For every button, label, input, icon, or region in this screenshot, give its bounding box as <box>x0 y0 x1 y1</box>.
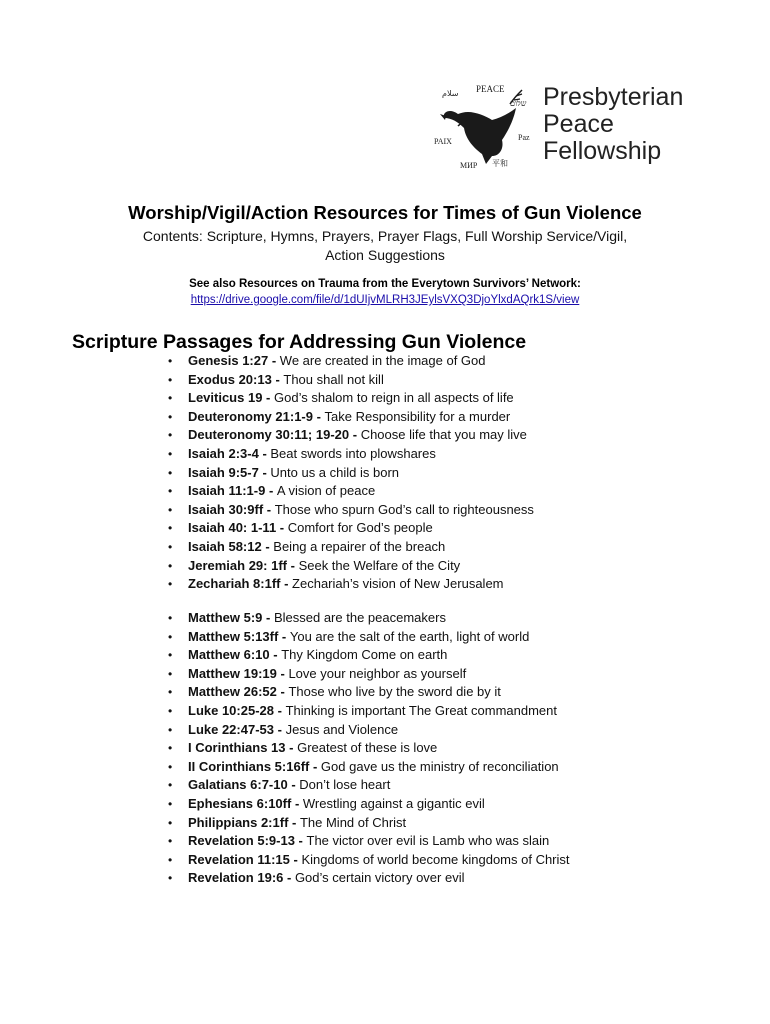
scripture-reference: Matthew 19:19 <box>188 665 277 681</box>
contents-summary <box>100 227 670 265</box>
scripture-reference: Isaiah 58:12 <box>188 538 262 554</box>
peace-fellowship-logo <box>430 78 538 174</box>
scripture-list-item: • Luke 10:25-28 - Thinking is important The Great commandment <box>168 702 570 721</box>
see-also-note: See also Resources on Trauma from the Everytown Survivors’ Network: <box>189 278 581 290</box>
scripture-description: Blessed are the peacemakers <box>273 610 446 625</box>
bullet-icon: • <box>168 703 173 718</box>
scripture-reference: Matthew 26:52 <box>188 684 277 700</box>
bullet-icon: • <box>168 502 173 517</box>
scripture-list-item: • Ephesians 6:10ff - Wrestling against a gigantic evil <box>168 795 570 814</box>
scripture-reference: Philippians 2:1ff <box>188 814 289 830</box>
scripture-description: Thy Kingdom Come on earth <box>281 647 448 663</box>
bullet-icon: • <box>168 778 173 793</box>
bullet-icon: • <box>168 539 173 554</box>
scripture-description: Kingdoms of world become kingdoms of Christ <box>301 851 570 867</box>
bullet-icon: • <box>168 465 173 480</box>
organization-name <box>543 84 683 165</box>
scripture-description: God’s shalom to reign in all aspects of life <box>274 390 514 406</box>
document-title: Worship/Vigil/Action Resources for Times of Gun Violence <box>128 202 642 223</box>
bullet-icon: • <box>168 759 173 774</box>
scripture-reference: Galatians 6:7-10 <box>188 777 288 793</box>
svg-text:سلام: سلام <box>442 89 459 98</box>
scripture-description: We are created in the image of God <box>279 353 486 368</box>
scripture-reference: Revelation 5:9-13 <box>188 833 295 849</box>
contents-line: Action Suggestions <box>325 247 445 263</box>
scripture-description: Comfort for God’s people <box>287 520 433 536</box>
scripture-description: Being a repairer of the breach <box>273 538 446 554</box>
scripture-list-item: • Isaiah 11:1-9 - A vision of peace <box>168 482 534 501</box>
svg-text:МИР: МИР <box>460 161 478 170</box>
dove-icon <box>430 78 538 174</box>
scripture-reference: Matthew 6:10 <box>188 647 270 663</box>
bullet-icon: • <box>168 577 173 592</box>
bullet-icon: • <box>168 611 173 625</box>
scripture-reference: Luke 22:47-53 <box>188 721 274 737</box>
new-testament-passages <box>168 609 570 888</box>
section-heading: Scripture Passages for Addressing Gun Violence <box>72 331 527 353</box>
bullet-icon: • <box>168 409 173 424</box>
scripture-description: Thinking is important The Great commandment <box>285 702 557 718</box>
scripture-description: Seek the Welfare of the City <box>298 557 461 573</box>
svg-text:Paz: Paz <box>518 133 530 142</box>
scripture-description: Those who live by the sword die by it <box>288 684 501 700</box>
scripture-reference: I Corinthians 13 <box>188 740 286 756</box>
scripture-description: Unto us a child is born <box>270 464 400 480</box>
scripture-reference: Revelation 19:6 <box>188 870 284 886</box>
scripture-description: The victor over evil is Lamb who was slain <box>306 833 550 849</box>
svg-text:PEACE: PEACE <box>476 84 505 94</box>
old-testament-passages <box>168 352 534 594</box>
scripture-list-item: • Deuteronomy 30:11; 19-20 - Choose life that you may live <box>168 426 534 445</box>
bullet-icon: • <box>168 428 173 443</box>
scripture-list-item: • Jeremiah 29: 1ff - Seek the Welfare of the City <box>168 557 534 576</box>
scripture-list-item: • Isaiah 30:9ff - Those who spurn God’s call to righteousness <box>168 501 534 520</box>
scripture-reference: Jeremiah 29: 1ff <box>188 557 287 573</box>
svg-text:PAIX: PAIX <box>434 137 452 146</box>
scripture-list-item: • Isaiah 2:3-4 - Beat swords into plowshares <box>168 445 534 464</box>
scripture-list-item: • Matthew 5:9 - Blessed are the peacemakers <box>168 609 570 628</box>
scripture-list-item: • Matthew 26:52 - Those who live by the sword die by it <box>168 683 570 702</box>
bullet-icon: • <box>168 629 173 644</box>
bullet-icon: • <box>168 741 173 756</box>
bullet-icon: • <box>168 815 173 830</box>
scripture-description: A vision of peace <box>276 483 376 499</box>
scripture-list-item: • Deuteronomy 21:1-9 - Take Responsibility for a murder <box>168 408 534 427</box>
scripture-description: Take Responsibility for a murder <box>324 408 511 424</box>
bullet-icon: • <box>168 648 173 663</box>
scripture-reference: II Corinthians 5:16ff <box>188 758 310 774</box>
scripture-list-item: • Genesis 1:27 - We are created in the image of God <box>168 352 534 371</box>
scripture-description: Don’t lose heart <box>299 777 391 793</box>
bullet-icon: • <box>168 521 173 536</box>
scripture-description: Jesus and Violence <box>285 721 399 737</box>
bullet-icon: • <box>168 666 173 681</box>
bullet-icon: • <box>168 446 173 461</box>
org-name-line: Presbyterian <box>543 83 684 111</box>
scripture-list-item: • Revelation 11:15 - Kingdoms of world become kingdoms of Christ <box>168 851 570 870</box>
scripture-description: Wrestling against a gigantic evil <box>302 795 485 811</box>
scripture-description: You are the salt of the earth, light of world <box>289 628 530 644</box>
trauma-resources-link[interactable]: https://drive.google.com/file/d/1dUIjvMLRH3JEylsVXQ3DjoYlxdAQrk1S/view <box>190 294 580 306</box>
scripture-description: Beat swords into plowshares <box>270 445 436 461</box>
scripture-description: Love your neighbor as yourself <box>288 665 467 681</box>
scripture-list-item: • Isaiah 9:5-7 - Unto us a child is born <box>168 464 534 483</box>
scripture-reference: Ephesians 6:10ff <box>188 795 292 811</box>
scripture-description: Choose life that you may live <box>360 427 527 443</box>
scripture-description: Zechariah’s vision of New Jerusalem <box>292 576 504 592</box>
scripture-reference: Luke 10:25-28 <box>188 702 274 718</box>
scripture-list-item: • Philippians 2:1ff - The Mind of Christ <box>168 814 570 833</box>
scripture-reference: Matthew 5:13ff <box>188 628 279 644</box>
scripture-list-item: • Isaiah 58:12 - Being a repairer of the breach <box>168 538 534 557</box>
scripture-list-item: • Leviticus 19 - God’s shalom to reign in all aspects of life <box>168 389 534 408</box>
scripture-reference: Deuteronomy 21:1-9 <box>188 408 313 424</box>
bullet-icon: • <box>168 834 173 849</box>
scripture-reference: Isaiah 40: 1-11 <box>188 520 277 536</box>
scripture-list-item: • Matthew 19:19 - Love your neighbor as yourself <box>168 665 570 684</box>
org-name-line: Peace <box>543 110 614 138</box>
scripture-list-item: • Revelation 5:9-13 - The victor over evil is Lamb who was slain <box>168 832 570 851</box>
scripture-reference: Isaiah 2:3-4 <box>188 445 259 461</box>
scripture-list-item: • Exodus 20:13 - Thou shall not kill <box>168 371 534 390</box>
bullet-icon: • <box>168 852 173 867</box>
scripture-list-item: • Matthew 6:10 - Thy Kingdom Come on earth <box>168 646 570 665</box>
scripture-reference: Leviticus 19 <box>188 390 263 406</box>
scripture-reference: Exodus 20:13 <box>188 371 272 387</box>
scripture-reference: Revelation 11:15 <box>188 851 290 867</box>
svg-text:平和: 平和 <box>492 159 508 168</box>
scripture-reference: Zechariah 8:1ff <box>188 576 281 592</box>
svg-text:שלום: שלום <box>510 99 527 108</box>
scripture-description: Greatest of these is love <box>297 740 438 756</box>
scripture-description: The Mind of Christ <box>299 814 407 830</box>
scripture-list-item: • Luke 22:47-53 - Jesus and Violence <box>168 721 570 740</box>
org-name-line: Fellowship <box>543 137 662 165</box>
scripture-reference: Deuteronomy 30:11; 19-20 <box>188 427 350 443</box>
scripture-reference: Isaiah 11:1-9 <box>188 483 266 499</box>
bullet-icon: • <box>168 871 173 886</box>
scripture-description: Thou shall not kill <box>283 371 384 387</box>
scripture-description: God’s certain victory over evil <box>294 870 465 886</box>
bullet-icon: • <box>168 372 173 387</box>
scripture-description: Those who spurn God’s call to righteousness <box>274 501 534 517</box>
scripture-reference: Genesis 1:27 <box>188 353 269 368</box>
bullet-icon: • <box>168 685 173 700</box>
contents-line: Contents: Scripture, Hymns, Prayers, Prayer Flags, Full Worship Service/Vigil, <box>142 228 628 244</box>
scripture-reference: Isaiah 30:9ff <box>188 501 264 517</box>
scripture-list-item: • Zechariah 8:1ff - Zechariah’s vision of New Jerusalem <box>168 575 534 594</box>
scripture-list-item: • Isaiah 40: 1-11 - Comfort for God’s people <box>168 519 534 538</box>
bullet-icon: • <box>168 354 173 368</box>
scripture-list-item: • II Corinthians 5:16ff - God gave us the ministry of reconciliation <box>168 758 570 777</box>
scripture-list-item: • Galatians 6:7-10 - Don’t lose heart <box>168 776 570 795</box>
bullet-icon: • <box>168 484 173 499</box>
scripture-list-item: • Matthew 5:13ff - You are the salt of the earth, light of world <box>168 628 570 647</box>
bullet-icon: • <box>168 558 173 573</box>
scripture-reference: Matthew 5:9 <box>188 610 263 625</box>
scripture-reference: Isaiah 9:5-7 <box>188 464 259 480</box>
bullet-icon: • <box>168 722 173 737</box>
bullet-icon: • <box>168 796 173 811</box>
scripture-list-item: • Revelation 19:6 - God’s certain victory over evil <box>168 869 570 888</box>
scripture-description: God gave us the ministry of reconciliation <box>320 758 559 774</box>
bullet-icon: • <box>168 391 173 406</box>
scripture-list-item: • I Corinthians 13 - Greatest of these is love <box>168 739 570 758</box>
